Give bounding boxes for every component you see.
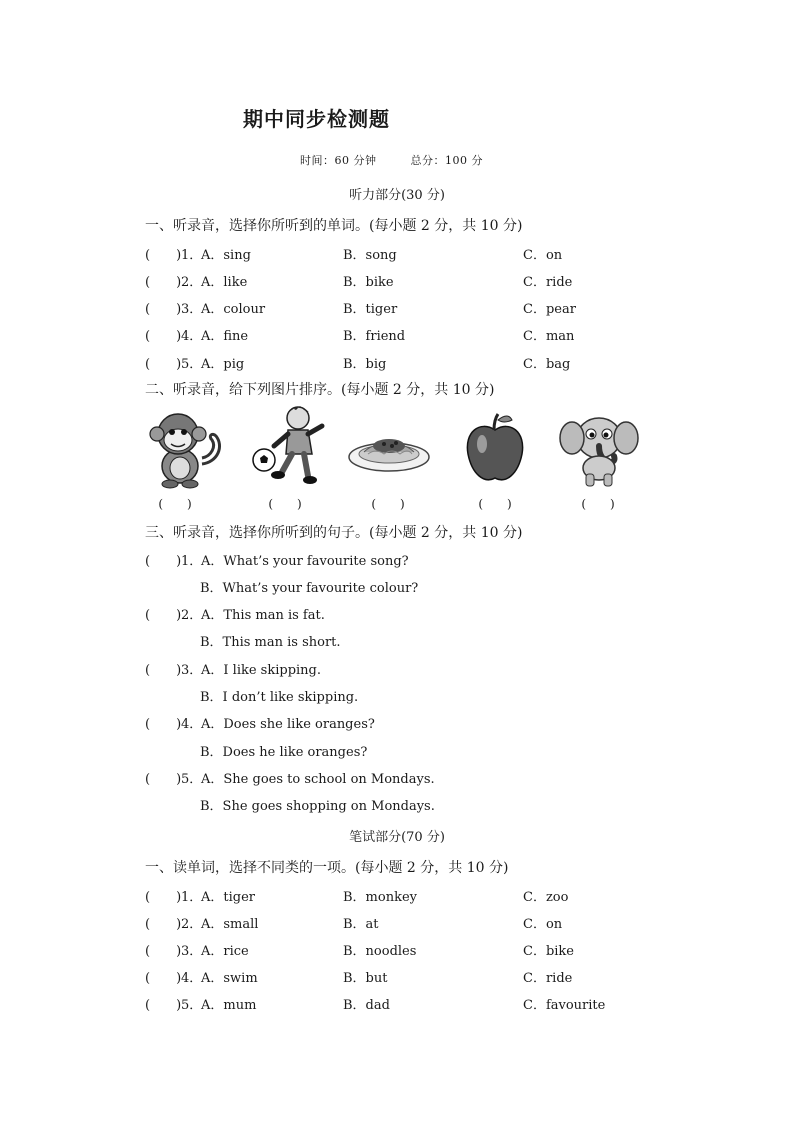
option-b: B．friend — [343, 329, 406, 344]
option-c: C．on — [523, 248, 563, 263]
picture-answer-blank[interactable]: ( ) — [581, 497, 615, 511]
option-c: C．zoo — [523, 890, 569, 905]
option-a: A．sing — [201, 248, 251, 263]
question-number: 1． — [181, 554, 203, 569]
option-a: A．mum — [201, 998, 257, 1013]
option-b: B．dad — [343, 998, 390, 1013]
apple-icon — [450, 402, 540, 492]
question-row — [145, 325, 665, 345]
option-a: A．colour — [201, 302, 266, 317]
question-number: 3． — [181, 663, 203, 678]
option-a: A．Does she like oranges? — [201, 717, 375, 732]
exam-meta — [300, 152, 483, 168]
option-b: B．noodles — [343, 944, 417, 959]
answer-blank[interactable]: ( ) — [145, 717, 182, 732]
question-number: 1． — [181, 890, 203, 905]
question-number: 3． — [181, 944, 203, 959]
question-row — [145, 244, 665, 264]
option-b: B．monkey — [343, 890, 417, 905]
question-row — [145, 659, 665, 679]
option-a: A．fine — [201, 329, 249, 344]
question-number: 4． — [181, 971, 203, 986]
option-a: A．like — [201, 275, 248, 290]
answer-blank[interactable]: ( ) — [145, 302, 182, 317]
question-row — [145, 353, 665, 373]
option-a: A．pig — [201, 357, 245, 372]
answer-blank[interactable]: ( ) — [145, 248, 182, 263]
option-a: A．This man is fat. — [201, 608, 325, 623]
noodles-icon — [344, 402, 434, 492]
option-b: B．tiger — [343, 302, 398, 317]
question-number: 2． — [181, 608, 203, 623]
question-number: 1． — [181, 248, 203, 263]
option-b: B．song — [343, 248, 397, 263]
part1-heading: 一、听录音，选择你所听到的单词。(每小题 2 分，共 10 分) — [145, 218, 523, 234]
option-a: A．What’s your favourite song? — [201, 554, 409, 569]
question-row — [145, 913, 665, 933]
part4-heading: 一、读单词，选择不同类的一项。(每小题 2 分，共 10 分) — [145, 860, 509, 876]
question-number: 5． — [181, 998, 203, 1013]
elephant-icon — [554, 402, 644, 492]
part2-heading: 二、听录音，给下列图片排序。(每小题 2 分，共 10 分) — [145, 382, 495, 398]
option-c: C．ride — [523, 275, 573, 290]
question-row — [145, 967, 665, 987]
option-a: A．small — [201, 917, 259, 932]
writing-section-header: 笔试部分(70 分) — [349, 830, 445, 845]
option-b: B．at — [343, 917, 379, 932]
option-c: C．man — [523, 329, 575, 344]
question-row — [145, 768, 665, 788]
question-number: 4． — [181, 329, 203, 344]
question-row — [145, 713, 665, 733]
part3-heading: 三、听录音，选择你所听到的句子。(每小题 2 分，共 10 分) — [145, 525, 523, 541]
option-c: C．favourite — [523, 998, 606, 1013]
option-a: A．tiger — [201, 890, 255, 905]
answer-blank[interactable]: ( ) — [145, 329, 182, 344]
answer-blank[interactable]: ( ) — [145, 275, 182, 290]
option-c: C．ride — [523, 971, 573, 986]
answer-blank[interactable]: ( ) — [145, 357, 182, 372]
question-number: 5． — [181, 357, 203, 372]
answer-blank[interactable]: ( ) — [145, 608, 182, 623]
answer-blank[interactable]: ( ) — [145, 917, 182, 932]
question-row — [145, 298, 665, 318]
question-row — [145, 940, 665, 960]
answer-blank[interactable]: ( ) — [145, 772, 182, 787]
answer-blank[interactable]: ( ) — [145, 944, 182, 959]
question-row — [145, 271, 665, 291]
question-row — [145, 550, 665, 570]
question-number: 4． — [181, 717, 203, 732]
option-a: A．I like skipping. — [201, 663, 322, 678]
question-number: 2． — [181, 275, 203, 290]
option-c: C．bag — [523, 357, 571, 372]
time-limit: 时间：60 分钟 — [300, 154, 377, 167]
monkey-icon — [140, 402, 230, 492]
answer-blank[interactable]: ( ) — [145, 554, 182, 569]
option-c: C．on — [523, 917, 563, 932]
picture-answer-blank[interactable]: ( ) — [268, 497, 302, 511]
total-score: 总分：100 分 — [410, 154, 483, 167]
listening-section-header: 听力部分(30 分) — [349, 188, 445, 203]
option-b: B．big — [343, 357, 387, 372]
answer-blank[interactable]: ( ) — [145, 971, 182, 986]
option-b: B．This man is short. — [200, 635, 341, 650]
question-number: 3． — [181, 302, 203, 317]
picture-answer-blank[interactable]: ( ) — [478, 497, 512, 511]
option-b: B．bike — [343, 275, 394, 290]
question-row — [145, 994, 665, 1014]
option-c: C．bike — [523, 944, 574, 959]
picture-answer-blank[interactable]: ( ) — [158, 497, 192, 511]
answer-blank[interactable]: ( ) — [145, 998, 182, 1013]
option-b: B．I don’t like skipping. — [200, 690, 359, 705]
option-c: C．pear — [523, 302, 576, 317]
option-a: A．rice — [201, 944, 249, 959]
option-b: B．but — [343, 971, 388, 986]
option-b: B．She goes shopping on Mondays. — [200, 799, 435, 814]
question-number: 5． — [181, 772, 203, 787]
question-row — [145, 604, 665, 624]
option-a: A．She goes to school on Mondays. — [201, 772, 435, 787]
answer-blank[interactable]: ( ) — [145, 890, 182, 905]
question-row — [145, 886, 665, 906]
option-a: A．swim — [201, 971, 258, 986]
football-boy-icon — [242, 402, 332, 492]
page-title: 期中同步检测题 — [243, 107, 390, 131]
question-number: 2． — [181, 917, 203, 932]
option-b: B．What’s your favourite colour? — [200, 581, 419, 596]
picture-answer-blank[interactable]: ( ) — [371, 497, 405, 511]
answer-blank[interactable]: ( ) — [145, 663, 182, 678]
option-b: B．Does he like oranges? — [200, 745, 368, 760]
